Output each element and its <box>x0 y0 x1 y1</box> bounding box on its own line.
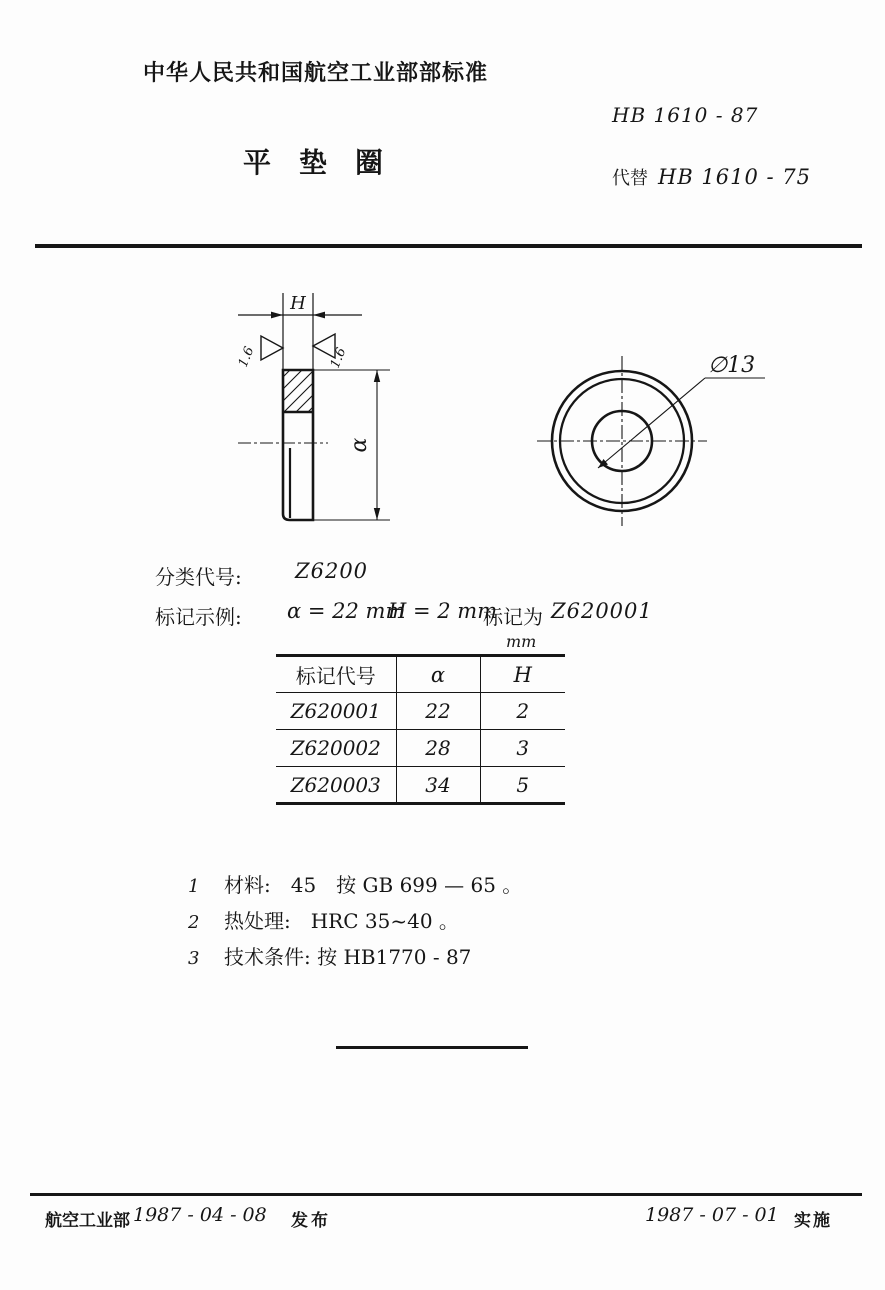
h-arrow-right <box>313 312 325 319</box>
hole-diameter-label: ∅13 <box>708 353 756 378</box>
example-height-value: H = 2 mm <box>388 599 498 623</box>
h-dimension-label: H <box>290 293 306 314</box>
standard-number: HB 1610 - 87 <box>612 103 759 127</box>
table-header-code: 标记代号 <box>276 656 396 693</box>
table-header-h: H <box>480 656 565 693</box>
h-arrow-left <box>271 312 283 319</box>
note-text: 热处理: HRC 35~40 。 <box>224 909 459 933</box>
marked-as-value: Z620001 <box>551 599 653 623</box>
designation-example-label: 标记示例: <box>155 605 242 629</box>
class-code-value: Z6200 <box>295 559 369 583</box>
alpha-arrow-top <box>374 370 380 382</box>
cell-alpha: 22 <box>396 693 480 730</box>
replaces-number: HB 1610 - 75 <box>658 165 812 189</box>
washer-section-outline <box>283 370 313 520</box>
marked-as-label: 标记为 <box>483 605 543 629</box>
note-text: 材料: 45 按 GB 699 — 65 。 <box>224 873 523 897</box>
note-number: 3 <box>188 948 200 969</box>
table-row <box>276 767 565 804</box>
header-divider-rule <box>35 244 862 248</box>
table-row <box>276 693 565 730</box>
roughness-value-right: 1.6 <box>327 345 350 371</box>
cell-code: Z620001 <box>276 693 396 730</box>
table-header-alpha: α <box>396 656 480 693</box>
note-number: 1 <box>188 876 200 897</box>
note-number: 2 <box>188 912 200 933</box>
replaces-line <box>612 164 811 190</box>
cell-alpha: 34 <box>396 767 480 804</box>
note-technical-conditions <box>188 941 471 970</box>
standard-org-title: 中华人民共和国航空工业部部标准 <box>143 60 489 85</box>
roughness-value-left: 1.6 <box>235 344 258 370</box>
class-code-label: 分类代号: <box>155 565 242 589</box>
table-header-row <box>276 656 565 693</box>
section-hatching <box>283 370 313 412</box>
roughness-symbol-left-icon <box>261 336 283 360</box>
table-row <box>276 730 565 767</box>
footer-divider-rule <box>30 1193 862 1196</box>
cell-code: Z620002 <box>276 730 396 767</box>
spec-table <box>276 654 565 805</box>
cell-h: 2 <box>480 693 565 730</box>
table-unit-label: mm <box>506 632 537 651</box>
note-material <box>188 869 522 898</box>
end-of-document-rule <box>336 1046 528 1049</box>
washer-engineering-drawing <box>230 285 800 545</box>
note-heat-treatment <box>188 905 459 934</box>
replaces-label: 代替 <box>612 168 648 189</box>
cell-h: 3 <box>480 730 565 767</box>
footer-publish-label: 发布 <box>291 1211 331 1230</box>
alpha-dimension-label: α <box>347 437 372 453</box>
footer-issuer: 航空工业部 <box>45 1211 130 1230</box>
note-text: 技术条件: 按 HB1770 - 87 <box>224 945 472 969</box>
document-title: 平 垫 圈 <box>243 146 384 179</box>
cell-alpha: 28 <box>396 730 480 767</box>
footer-effective-label: 实施 <box>794 1211 832 1230</box>
cell-code: Z620003 <box>276 767 396 804</box>
footer-effective-date: 1987 - 07 - 01 <box>645 1204 779 1226</box>
cell-h: 5 <box>516 772 530 797</box>
alpha-arrow-bottom <box>374 508 380 520</box>
footer-publish-date: 1987 - 04 - 08 <box>133 1204 267 1226</box>
example-diameter-value: α = 22 mm <box>287 599 406 623</box>
